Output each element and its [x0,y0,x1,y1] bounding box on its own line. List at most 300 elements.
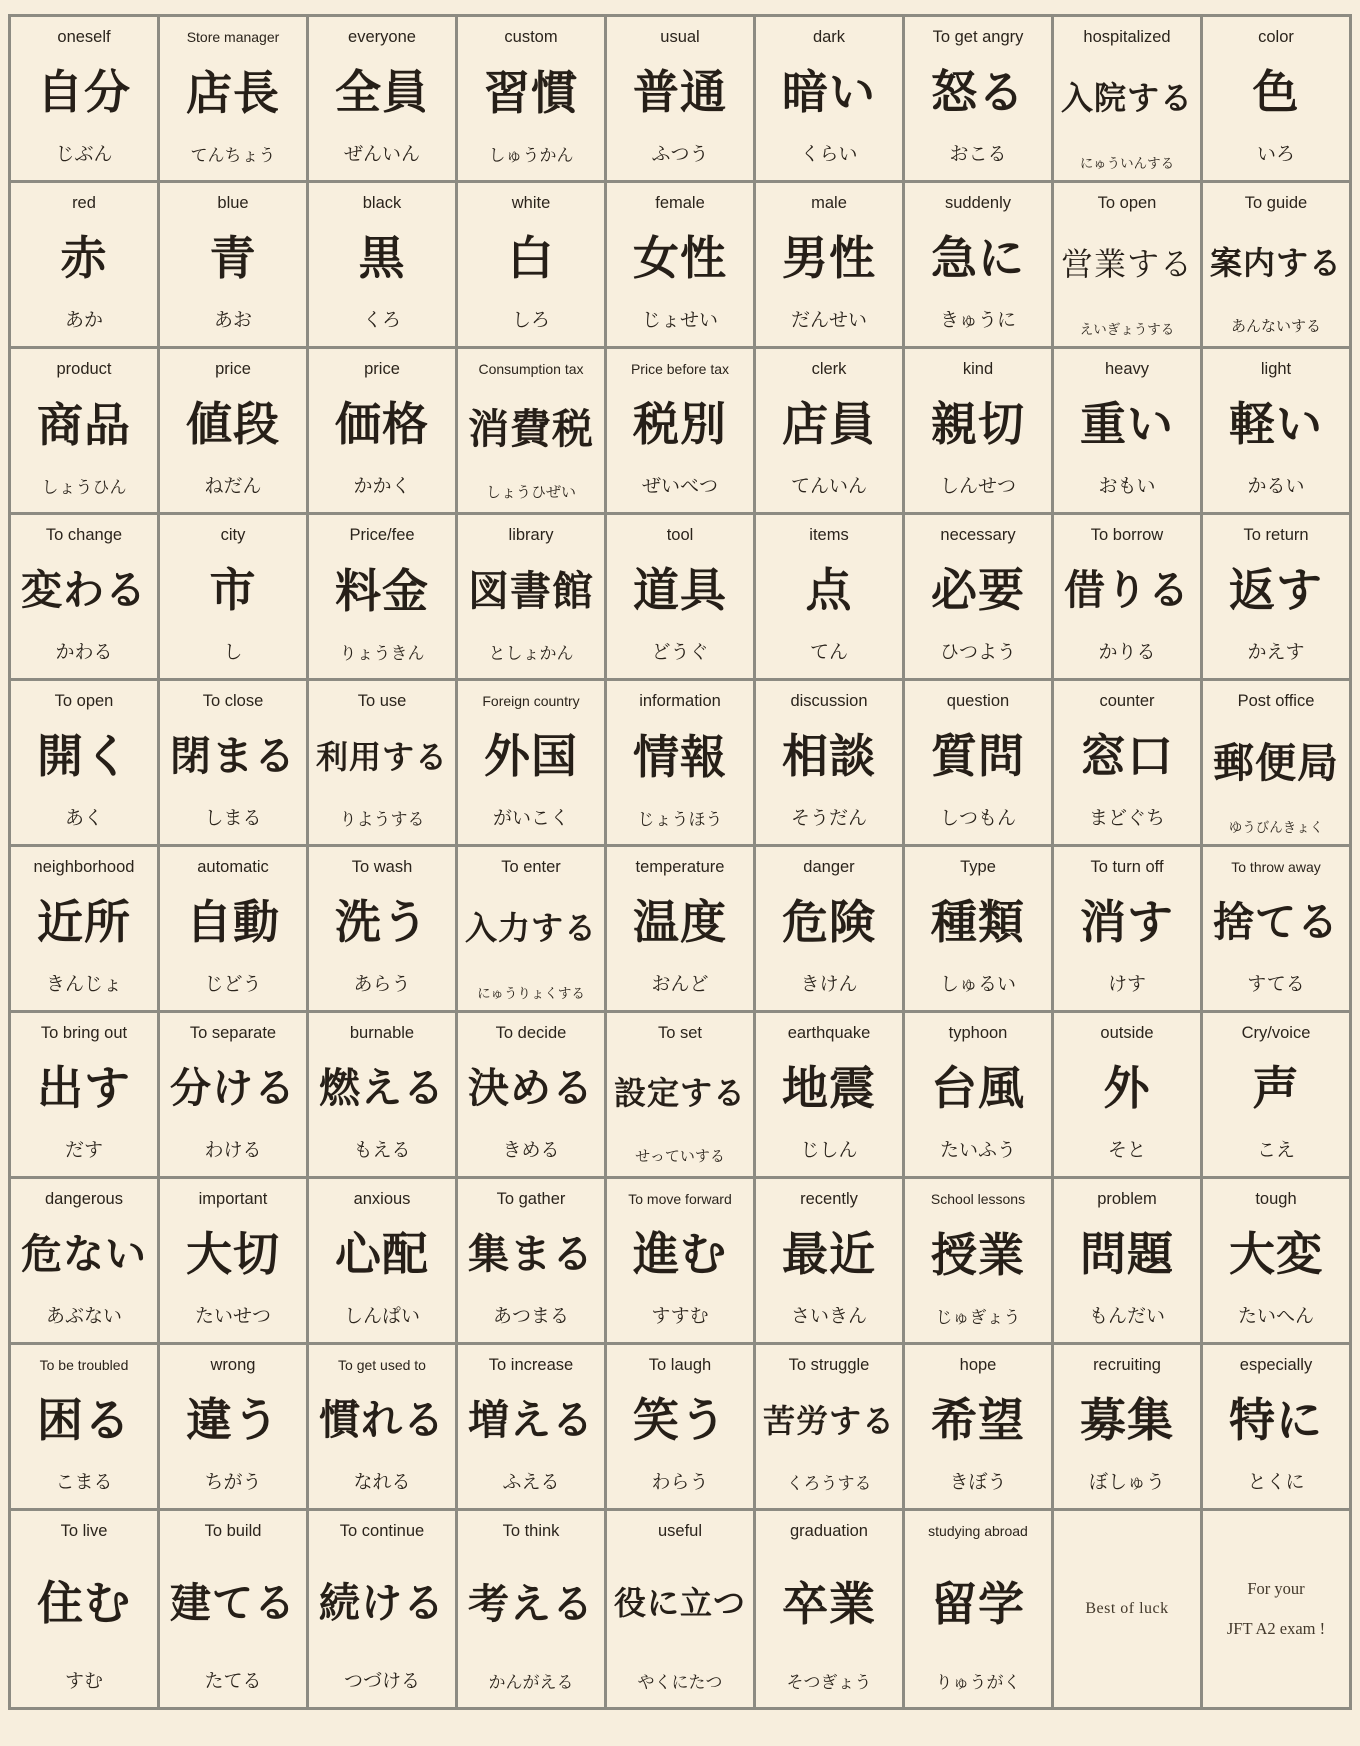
kanji-text: 普通 [633,65,727,120]
english-label: temperature [635,858,725,876]
kanji-text: 増える [468,1396,594,1445]
vocab-card [607,1511,753,1707]
kana-reading: がいこく [492,808,569,829]
english-label: important [198,1190,268,1208]
vocab-card [11,681,157,844]
kana-reading: かわる [55,642,113,663]
kanji-text: 色 [1252,65,1300,120]
vocab-card [756,1013,902,1176]
kanji-text: 卒業 [782,1576,876,1631]
kana-reading: そうだん [790,808,867,829]
kana-reading: にゅうりょくする [477,986,585,1001]
english-label: everyone [348,28,416,46]
vocab-card [1054,183,1200,346]
english-label: To gather [496,1190,566,1208]
english-label: earthquake [787,1024,871,1042]
kana-reading: おこる [949,144,1007,165]
vocab-card [458,349,604,512]
kanji-text: 温度 [633,895,727,950]
kana-reading: けす [1107,974,1146,995]
english-label: tough [1255,1190,1297,1208]
kanji-text: 最近 [782,1227,876,1282]
english-label: Price before tax [630,361,730,377]
kana-reading: ねだん [204,476,262,497]
kana-reading: しょうひん [41,478,127,497]
kanji-text: 青 [209,231,257,286]
good-luck-note: Best of luck [1085,1600,1169,1617]
vocab-card [905,183,1051,346]
english-label: To close [202,692,264,710]
kanji-text: 大切 [186,1227,280,1282]
vocab-card [160,1179,306,1342]
note-card [1054,1511,1200,1707]
kanji-text: 料金 [335,564,429,619]
english-label: To live [60,1522,108,1540]
vocab-card [756,1179,902,1342]
kana-reading: くらい [800,144,858,165]
kana-reading: そと [1107,1140,1146,1161]
kana-reading: しつもん [939,808,1016,829]
vocab-card [458,1179,604,1342]
kanji-text: 道具 [633,563,727,618]
vocab-card [11,847,157,1010]
english-label: necessary [940,526,1016,544]
english-label: kind [962,360,994,378]
kana-reading: いろ [1256,144,1295,165]
english-label: To struggle [788,1356,870,1374]
kanji-text: 男性 [782,231,876,286]
kanji-text: 白 [507,231,555,286]
kana-reading: てんいん [790,476,867,497]
english-label: recently [800,1190,858,1208]
kanji-text: 軽い [1229,397,1323,452]
kana-reading: てん [809,642,848,663]
kana-reading: じょせい [641,310,718,331]
kanji-text: 入力する [464,909,597,948]
kanji-text: 営業する [1060,246,1193,283]
vocab-card [11,1345,157,1508]
english-label: Foreign country [482,693,580,709]
kana-reading: じゅぎょう [935,1308,1021,1327]
vocab-card [160,349,306,512]
vocab-card [458,17,604,180]
vocab-card [309,1179,455,1342]
vocab-card [607,183,753,346]
kana-reading: ぼしゅう [1088,1472,1165,1493]
kanji-text: 住む [37,1575,131,1630]
kanji-text: 価格 [335,397,429,452]
kanji-text: 台風 [931,1061,1025,1116]
kana-reading: やくにたつ [637,1673,723,1692]
vocab-card [309,349,455,512]
vocab-card [905,847,1051,1010]
english-label: question [946,692,1010,710]
vocab-card [458,183,604,346]
vocab-card [1203,183,1349,346]
kana-reading: たいへん [1237,1306,1314,1327]
english-label: To turn off [1090,858,1164,876]
vocab-card [458,515,604,678]
kana-reading: こまる [55,1472,113,1493]
kanji-text: 続ける [319,1578,445,1627]
kana-reading: ふえる [502,1472,560,1493]
kana-reading: こえ [1256,1140,1295,1161]
english-label: discussion [790,692,868,710]
kana-reading: だんせい [790,310,867,331]
english-label: Price/fee [349,526,415,544]
english-label: dangerous [45,1190,123,1208]
english-label: red [72,194,96,212]
english-label: studying abroad [928,1523,1028,1539]
kanji-text: 値段 [186,397,280,452]
english-label: female [655,194,705,212]
kanji-text: 赤 [60,231,108,286]
vocab-card [756,349,902,512]
english-label: To enter [501,858,561,876]
english-label: recruiting [1093,1356,1161,1374]
english-label: color [1258,28,1294,46]
kana-reading: きゅうに [939,310,1016,331]
vocab-card [756,681,902,844]
kanji-text: 消費税 [468,404,594,453]
vocab-card [905,1345,1051,1508]
kana-reading: ぜんいん [343,144,420,165]
english-label: light [1260,360,1292,378]
vocab-card [1054,515,1200,678]
english-label: dark [812,28,846,46]
kana-reading: かんがえる [488,1673,574,1692]
vocab-card [309,1511,455,1707]
kanji-text: 捨てる [1213,897,1339,946]
kanji-text: 窓口 [1080,729,1174,784]
english-label: price [364,360,400,378]
kana-reading: せっていする [635,1148,725,1165]
kana-reading: しゅうかん [488,146,574,165]
english-label: items [809,526,849,544]
kanji-text: 借りる [1064,566,1190,615]
kanji-text: 違う [186,1393,280,1448]
english-label: To set [657,1024,703,1042]
vocab-card [756,183,902,346]
kanji-text: 変わる [21,566,147,615]
kana-reading: てんちょう [190,146,276,165]
kana-reading: りょうきん [339,644,425,663]
kana-reading: あく [64,808,103,829]
kana-reading: りゅうがく [935,1673,1021,1692]
vocab-card [607,1013,753,1176]
english-label: tool [666,526,694,544]
english-label: library [508,526,554,544]
english-label: custom [504,28,558,46]
kanji-text: 大変 [1229,1227,1323,1282]
kanji-text: 習慣 [484,66,578,121]
english-label: To return [1243,526,1309,544]
kana-reading: そつぎょう [786,1673,872,1692]
kana-reading: だす [64,1140,103,1161]
vocab-card [756,1345,902,1508]
kanji-text: 質問 [931,729,1025,784]
note-card [1203,1511,1349,1707]
kanji-text: 税別 [633,397,727,452]
vocab-card [905,349,1051,512]
vocab-card [1054,1179,1200,1342]
vocab-card [1054,1345,1200,1508]
kanji-text: 集まる [468,1230,594,1279]
kanji-text: 相談 [782,729,876,784]
kanji-text: 入院する [1060,79,1193,118]
vocab-card [160,1345,306,1508]
kana-reading: ふつう [651,144,709,165]
english-label: Store manager [186,29,280,45]
english-label: To throw away [1231,859,1321,875]
vocab-card [458,1345,604,1508]
vocab-card [607,515,753,678]
english-label: hope [959,1356,997,1374]
vocab-card [1203,349,1349,512]
kana-reading: おんど [651,974,709,995]
kana-reading: もんだい [1088,1306,1165,1327]
kana-reading: すてる [1247,974,1305,995]
kana-reading: じどう [204,974,262,995]
kana-reading: あぶない [45,1306,122,1327]
english-label: product [56,360,112,378]
english-label: suddenly [944,194,1012,212]
vocab-card [905,1179,1051,1342]
vocab-card [905,681,1051,844]
vocab-card [756,847,902,1010]
kanji-text: 点 [805,563,853,618]
vocab-grid [8,14,1352,1710]
english-label: oneself [57,28,111,46]
vocab-card [11,1179,157,1342]
vocab-card [309,183,455,346]
kana-reading: ひつよう [939,642,1016,663]
kanji-text: 苦労する [762,1401,895,1440]
vocab-card [905,515,1051,678]
vocab-card [458,1013,604,1176]
english-label: anxious [353,1190,411,1208]
english-label: male [811,194,847,212]
english-label: To borrow [1090,526,1164,544]
vocab-card [756,17,902,180]
kana-reading: としょかん [488,644,574,663]
kana-reading: かかく [353,476,411,497]
vocab-card [309,847,455,1010]
kanji-text: 親切 [931,397,1025,452]
english-label: To decide [495,1024,567,1042]
kana-reading: くろうする [786,1474,872,1493]
vocab-card [160,847,306,1010]
english-label: burnable [349,1024,415,1042]
english-label: To open [1097,194,1157,212]
kana-reading: なれる [353,1472,411,1493]
kana-reading: きけん [800,974,858,995]
vocab-card [160,515,306,678]
english-label: To use [357,692,407,710]
kanji-text: 特に [1229,1393,1323,1448]
kanji-text: 笑う [633,1393,727,1448]
kanji-text: 郵便局 [1213,738,1339,787]
english-label: counter [1099,692,1155,710]
vocab-card [309,1345,455,1508]
vocab-card [160,1013,306,1176]
kana-reading: しんせつ [939,476,1016,497]
english-label: Cry/voice [1241,1024,1311,1042]
vocab-card [458,1511,604,1707]
vocab-card [309,17,455,180]
kanji-text: 開く [37,729,131,784]
kanji-text: 出す [37,1061,131,1116]
kanji-text: 慣れる [319,1395,445,1444]
kanji-text: 外 [1103,1061,1151,1116]
kana-reading: たいせつ [194,1306,271,1327]
kana-reading: じしん [800,1140,858,1161]
kana-reading: ぜいべつ [641,476,718,497]
vocab-card [1203,681,1349,844]
vocab-card [11,515,157,678]
vocab-card [309,1013,455,1176]
kanji-text: 全員 [335,65,429,120]
kanji-text: 危ない [21,1230,147,1279]
kana-reading: あらう [353,974,411,995]
english-label: city [220,526,246,544]
english-label: Post office [1237,692,1315,710]
vocab-card [458,681,604,844]
vocab-card [607,17,753,180]
kana-reading: じょうほう [637,810,723,829]
kanji-text: 設定する [613,1073,746,1112]
kanji-text: 情報 [633,730,727,785]
kanji-text: 外国 [484,729,578,784]
english-label: To bring out [40,1024,128,1042]
english-label: hospitalized [1083,28,1171,46]
kana-reading: たいふう [939,1140,1016,1161]
kanji-text: 危険 [782,895,876,950]
kana-reading: えいぎょうする [1079,322,1175,337]
kanji-text: 黒 [358,231,406,286]
vocab-card [905,1013,1051,1176]
english-label: heavy [1104,360,1150,378]
kanji-text: 困る [37,1393,131,1448]
kanji-text: 閉まる [170,732,296,781]
vocab-card [1203,1345,1349,1508]
kanji-text: 募集 [1080,1393,1174,1448]
vocab-card [1203,17,1349,180]
vocab-card [1203,1013,1349,1176]
english-label: automatic [197,858,269,876]
kanji-text: 自動 [186,895,280,950]
kanji-text: 市 [209,563,257,618]
vocab-card [11,17,157,180]
kanji-text: 心配 [335,1227,429,1282]
english-label: wrong [210,1356,256,1374]
kanji-text: 洗う [335,895,429,950]
kanji-text: 女性 [633,231,727,286]
kanji-text: 返す [1229,563,1323,618]
english-label: To move forward [628,1191,732,1207]
english-label: outside [1100,1024,1154,1042]
kana-reading: どうぐ [651,642,709,663]
english-label: clerk [811,360,847,378]
kana-reading: ちがう [204,1472,262,1493]
english-label: To guide [1244,194,1308,212]
kana-reading: すすむ [651,1306,709,1327]
vocab-card [1203,1179,1349,1342]
kana-reading: わらう [651,1472,709,1493]
kanji-text: 案内する [1209,243,1342,282]
kanji-text: 声 [1252,1061,1300,1116]
kanji-text: 利用する [315,737,448,776]
kanji-text: 消す [1080,895,1174,950]
vocab-card [458,847,604,1010]
kana-reading: くろ [362,310,401,331]
kana-reading: きめる [502,1140,560,1161]
vocab-card [309,681,455,844]
kanji-text: 建てる [170,1578,296,1627]
vocab-card [1054,847,1200,1010]
english-label: blue [217,194,249,212]
kanji-text: 種類 [931,895,1025,950]
vocab-card [1054,17,1200,180]
kanji-text: 暗い [782,65,876,120]
english-label: danger [803,858,855,876]
vocab-card [160,17,306,180]
english-label: information [639,692,721,710]
kana-reading: とくに [1247,1472,1305,1493]
vocab-card [756,1511,902,1707]
kana-reading: おもい [1098,476,1156,497]
vocab-card [905,1511,1051,1707]
kanji-text: 近所 [37,895,131,950]
kana-reading: かりる [1098,642,1156,663]
kanji-text: 留学 [931,1576,1025,1631]
english-label: To wash [351,858,413,876]
kanji-text: 授業 [931,1228,1025,1283]
english-label: neighborhood [33,858,135,876]
english-label: To get used to [338,1357,426,1373]
english-label: white [511,194,551,212]
vocab-card [11,183,157,346]
kana-reading: にゅういんする [1079,156,1175,171]
english-label: To open [54,692,114,710]
kana-reading: じぶん [55,144,113,165]
vocab-card [607,1345,753,1508]
kanji-text: 進む [633,1227,727,1282]
vocab-card [607,1179,753,1342]
kana-reading: きぼう [949,1472,1007,1493]
exam-note-line: JFT A2 exam ! [1226,1619,1326,1638]
kanji-text: 燃える [319,1064,445,1113]
kanji-text: 急に [931,231,1025,286]
vocab-card [1203,847,1349,1010]
vocab-card [160,681,306,844]
english-label: black [362,194,402,212]
kana-reading: かるい [1247,476,1305,497]
kana-reading: わける [204,1140,262,1161]
vocab-card [1054,1013,1200,1176]
english-label: To build [204,1522,262,1540]
kanji-text: 分ける [170,1064,296,1113]
english-label: graduation [790,1522,868,1540]
vocab-card [1203,515,1349,678]
kanji-text: 決める [468,1064,594,1113]
kana-reading: あか [64,310,103,331]
kanji-text: 重い [1080,397,1174,452]
kanji-text: 希望 [931,1393,1025,1448]
vocab-card [1054,349,1200,512]
english-label: To continue [339,1522,425,1540]
vocab-card [160,183,306,346]
